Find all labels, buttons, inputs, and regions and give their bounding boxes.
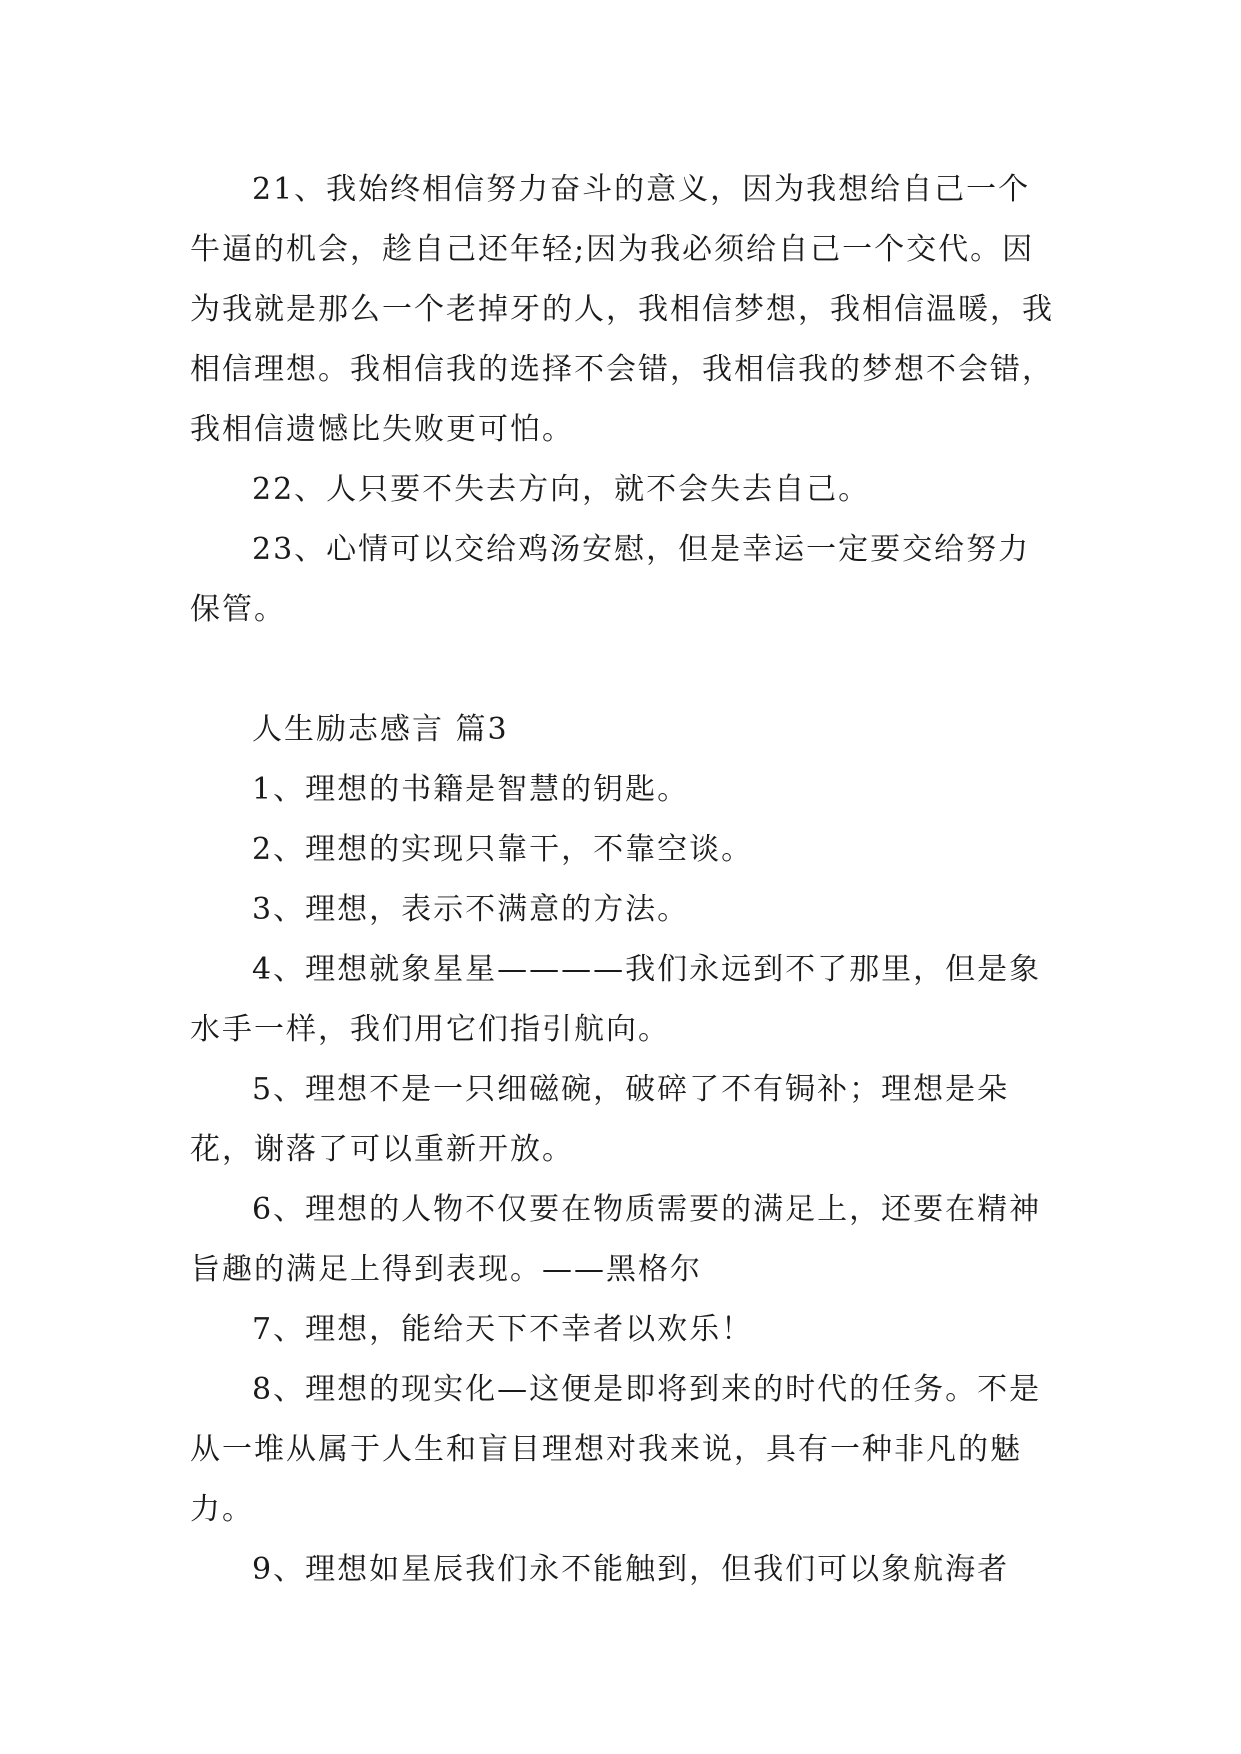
paragraph-8: 8、理想的现实化—这便是即将到来的时代的任务。不是从一堆从属于人生和盲目理想对我来说，具有一种非凡的魅力。: [190, 1372, 1042, 1527]
paragraph-23: 23、心情可以交给鸡汤安慰，但是幸运一定要交给努力保管。: [190, 532, 1031, 627]
document-body: [190, 160, 1060, 1600]
paragraph-2: 2、理想的实现只靠干，不靠空谈。: [252, 832, 754, 867]
paragraph-21: 21、我始终相信努力奋斗的意义，因为我想给自己一个牛逼的机会，趁自己还年轻;因为我必须给自己一个交代。因为我就是那么一个老掉牙的人，我相信梦想，我相信温暖，我相信理想。我相信我的选择不会错，我相信我的梦想不会错，我相信遗憾比失败更可怕。: [190, 172, 1054, 447]
paragraph-4: 4、理想就象星星————我们永远到不了那里，但是象水手一样，我们用它们指引航向。: [190, 952, 1042, 1047]
paragraph-22: 22、人只要不失去方向，就不会失去自己。: [252, 472, 871, 507]
paragraph-7: 7、理想，能给天下不幸者以欢乐！: [252, 1312, 754, 1347]
paragraph-1: 1、理想的书籍是智慧的钥匙。: [252, 772, 690, 807]
paragraph-3: 3、理想，表示不满意的方法。: [252, 892, 690, 927]
paragraph-6: 6、理想的人物不仅要在物质需要的满足上，还要在精神旨趣的满足上得到表现。——黑格尔: [190, 1192, 1042, 1287]
section-title: 人生励志感言 篇3: [252, 712, 509, 747]
paragraph-9: 9、理想如星辰我们永不能触到，但我们可以象航海者: [252, 1552, 1010, 1587]
paragraph-5: 5、理想不是一只细磁碗，破碎了不有锔补；理想是朵花，谢落了可以重新开放。: [190, 1072, 1010, 1167]
